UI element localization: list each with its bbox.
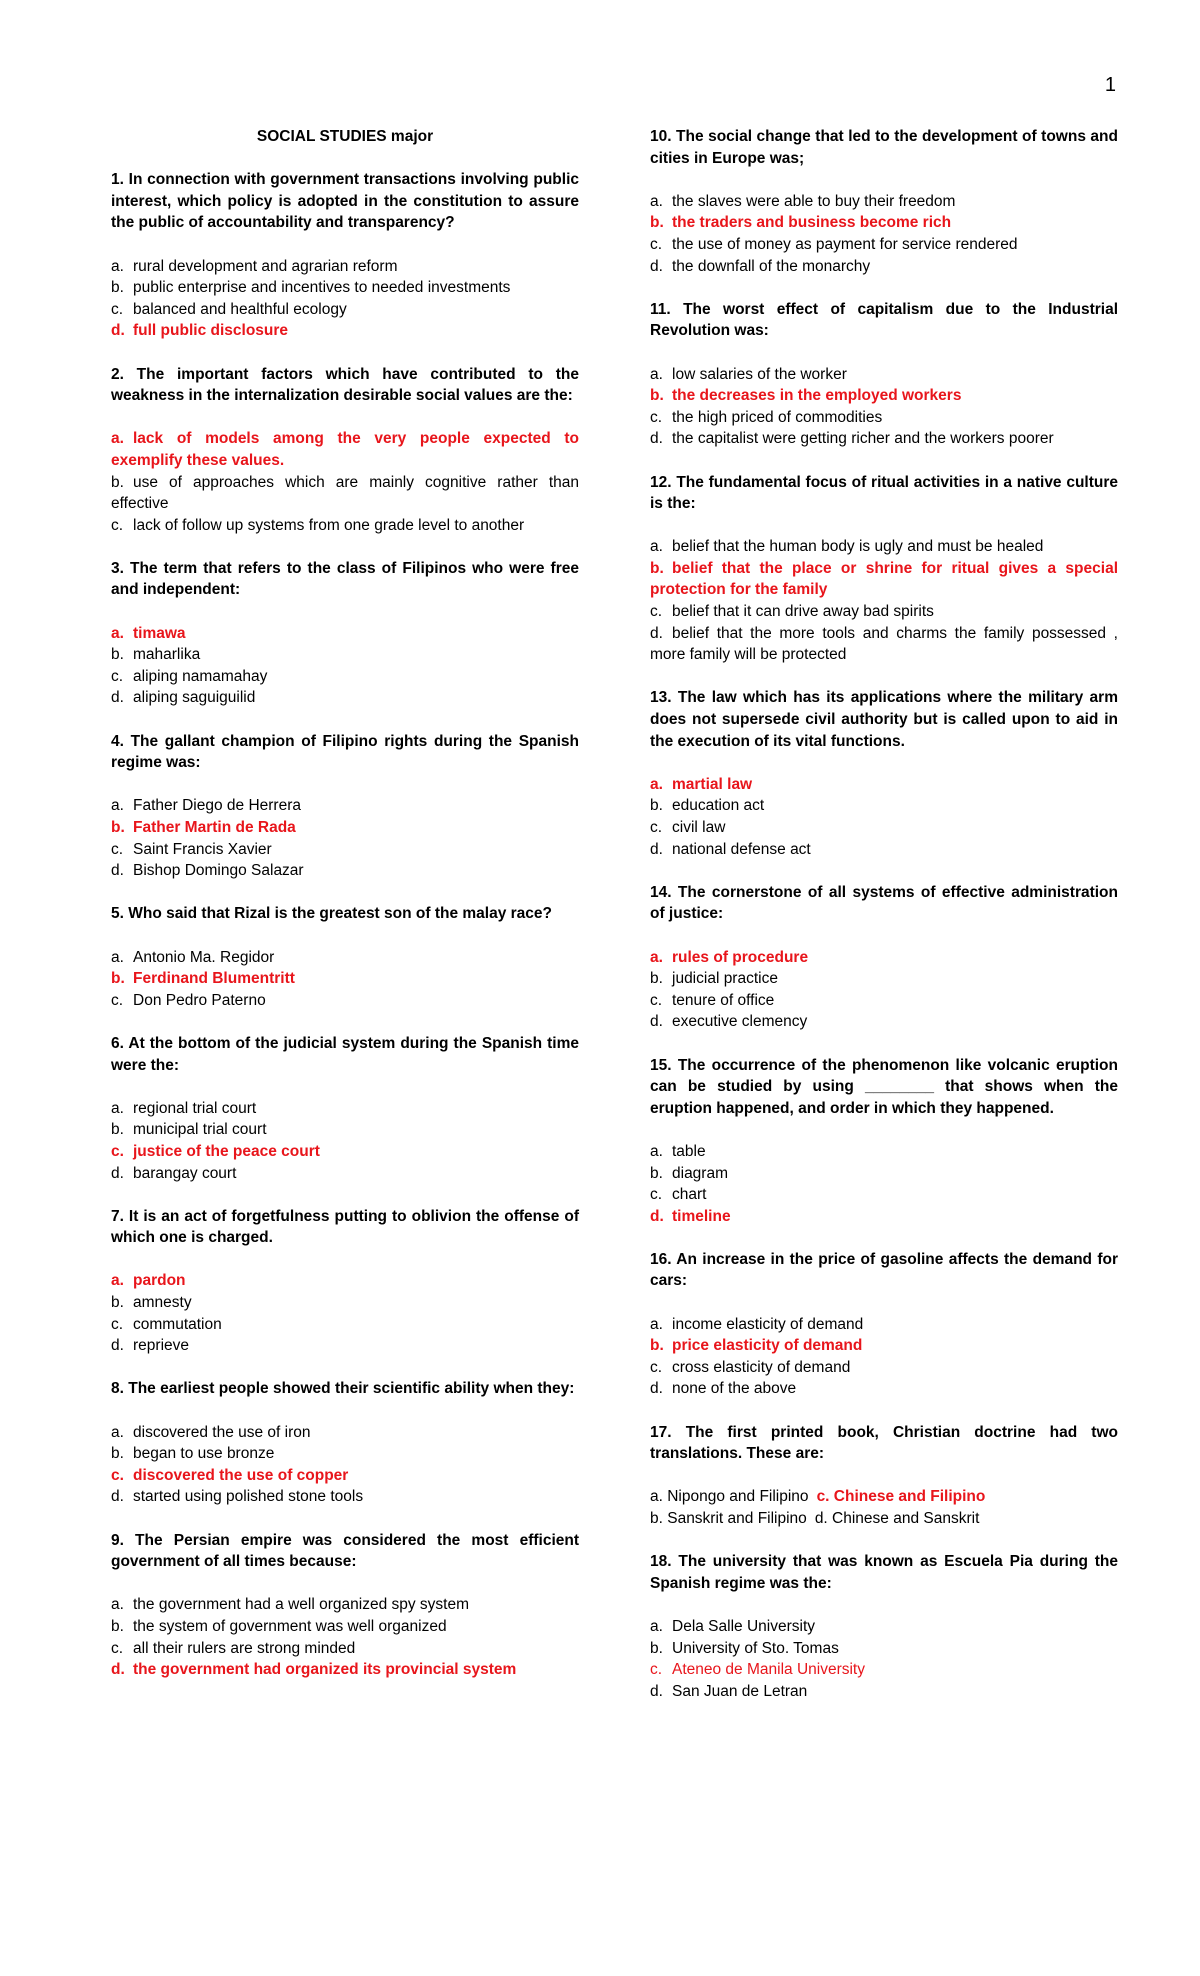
option-text: public enterprise and incentives to needed investments <box>133 279 511 297</box>
option-text: full public disclosure <box>133 322 289 340</box>
option-letter: c. <box>650 991 663 1009</box>
answer-option <box>650 1659 1118 1681</box>
option <box>650 1184 1118 1206</box>
answer-option <box>650 385 1118 407</box>
option-text: discovered the use of iron <box>133 1423 311 1441</box>
option <box>111 1422 579 1444</box>
option-letter: b. <box>111 1445 124 1463</box>
option-letter: a. <box>650 1617 663 1635</box>
option-letter: c. <box>111 1639 124 1657</box>
option <box>650 234 1118 256</box>
option-letter: d. <box>111 1661 125 1679</box>
question-text: 9. The Persian empire was considered the most efficient government of all times because: <box>111 1531 579 1571</box>
option <box>111 947 579 969</box>
option <box>650 1011 1118 1033</box>
option <box>111 990 579 1012</box>
question-text: 10. The social change that led to the development of towns and cities in Europe was; <box>650 128 1118 167</box>
option-letter: a. <box>111 948 124 966</box>
option-text: rules of procedure <box>672 948 809 966</box>
option-letter: b. <box>650 1639 663 1657</box>
option-letter: c. <box>650 603 663 621</box>
option <box>111 1594 579 1616</box>
option-text: aliping saguiguilid <box>133 689 256 707</box>
option-text: Bishop Domingo Salazar <box>133 862 304 880</box>
option <box>111 666 579 688</box>
option-letter: a. <box>111 797 124 815</box>
option <box>650 601 1118 623</box>
question-text: 6. At the bottom of the judicial system during the Spanish time were the: <box>111 1034 579 1074</box>
option-letter: b. <box>650 387 664 405</box>
option-text: table <box>672 1142 706 1160</box>
option-text: price elasticity of demand <box>672 1337 863 1355</box>
option <box>650 407 1118 429</box>
answer-option <box>111 1270 579 1292</box>
question-block <box>111 1206 579 1357</box>
option-letter: c. <box>650 1186 663 1204</box>
option <box>111 1486 579 1508</box>
option-letter: a. <box>650 948 663 966</box>
option <box>111 795 579 817</box>
option-text: Saint Francis Xavier <box>133 840 272 858</box>
option-letter: b. <box>111 1617 124 1635</box>
option <box>111 256 579 278</box>
question-text: 1. In connection with government transactions involving public interest, which policy is adopted in the constitution to assure the public of accountability and transparency? <box>111 171 579 232</box>
option-text: Ateneo de Manila University <box>672 1661 865 1679</box>
option-text: the slaves were able to buy their freedom <box>672 192 956 210</box>
question-17 <box>650 1422 1118 1530</box>
right-column <box>650 126 1118 1724</box>
option <box>111 1314 579 1336</box>
question-block <box>650 126 1118 277</box>
option <box>111 1119 579 1141</box>
answer-option <box>650 774 1118 796</box>
option-letter: a. <box>111 1099 124 1117</box>
option <box>111 1443 579 1465</box>
option <box>650 364 1118 386</box>
option <box>111 472 579 515</box>
option <box>650 428 1118 450</box>
question-block <box>650 687 1118 860</box>
left-question-list <box>111 169 579 1681</box>
option-text: the traders and business become rich <box>672 214 952 232</box>
option <box>111 1638 579 1660</box>
option <box>111 860 579 882</box>
option-text: belief that the human body is ugly and must be healed <box>672 538 1044 556</box>
option-b: b. Sanskrit and Filipino <box>650 1510 807 1527</box>
option <box>111 1292 579 1314</box>
option-text: education act <box>672 797 765 815</box>
option-letter: b. <box>650 1164 663 1182</box>
option-letter: b. <box>111 1121 124 1139</box>
option-letter: c. <box>111 1466 124 1484</box>
option-letter: c. <box>650 819 663 836</box>
option <box>111 839 579 861</box>
question-text: 3. The term that refers to the class of Filipinos who were free and independent: <box>111 559 579 599</box>
question-block <box>111 1033 579 1184</box>
option-letter: d. <box>111 1164 124 1182</box>
option-text: began to use bronze <box>133 1445 275 1463</box>
option <box>650 839 1118 861</box>
option-text: the government had organized its provincial system <box>133 1661 517 1679</box>
option-c-answer: c. Chinese and Filipino <box>816 1488 986 1506</box>
option-letter: b. <box>111 279 124 297</box>
answer-option <box>111 428 579 471</box>
option <box>111 644 579 666</box>
option-text: pardon <box>133 1272 186 1290</box>
option-letter: c. <box>111 991 124 1009</box>
answer-option <box>650 1206 1118 1228</box>
option-letter: b. <box>650 970 663 988</box>
option-letter: c. <box>111 1142 124 1160</box>
option <box>650 1638 1118 1660</box>
answer-option <box>111 320 579 342</box>
question-block <box>111 169 579 342</box>
option-text: belief that the more tools and charms the family possessed , more family will be protected <box>650 624 1118 664</box>
option <box>650 1378 1118 1400</box>
option <box>650 1681 1118 1703</box>
option-text: the high priced of commodities <box>672 408 883 426</box>
option-a: a. Nipongo and Filipino <box>650 1488 809 1506</box>
answer-option <box>111 968 579 990</box>
option-letter: b. <box>111 970 125 988</box>
option <box>111 299 579 321</box>
option <box>650 536 1118 558</box>
option-letter: d. <box>650 1013 663 1031</box>
option-text: the capitalist were getting richer and the workers poorer <box>672 430 1054 448</box>
option-text: income elasticity of demand <box>672 1315 864 1333</box>
option <box>650 990 1118 1012</box>
option-text: Antonio Ma. Regidor <box>133 948 275 966</box>
option-letter: d. <box>111 322 125 340</box>
option-text: Father Diego de Herrera <box>133 797 301 815</box>
option-letter: c. <box>111 1315 124 1333</box>
option-text: rural development and agrarian reform <box>133 257 398 275</box>
option-text: started using polished stone tools <box>133 1488 364 1506</box>
question-18 <box>650 1551 1118 1702</box>
right-question-list <box>650 126 1118 1400</box>
left-column <box>111 126 579 1702</box>
option-text: the use of money as payment for service rendered <box>672 235 1018 253</box>
option-text: timeline <box>672 1207 731 1225</box>
option-text: municipal trial court <box>133 1121 267 1139</box>
option-letter: d. <box>650 430 663 448</box>
option-letter: b. <box>111 473 124 491</box>
option-letter: a. <box>650 538 663 556</box>
option-text: diagram <box>672 1164 728 1182</box>
question-block <box>650 472 1118 666</box>
option-text: San Juan de Letran <box>672 1682 808 1700</box>
option-text: reprieve <box>133 1337 189 1355</box>
option-text: the government had a well organized spy system <box>133 1596 470 1614</box>
option <box>650 817 1118 839</box>
option-text: executive clemency <box>672 1013 808 1031</box>
option-letter: a. <box>650 1142 663 1160</box>
option-text: the decreases in the employed workers <box>672 387 962 405</box>
document-title: SOCIAL STUDIES major <box>256 128 434 145</box>
question-text: 15. The occurrence of the phenomenon like volcanic eruption can be studied by using ________ that shows when the eruption happened, and order in which they happened. <box>650 1056 1118 1117</box>
option <box>111 277 579 299</box>
option <box>111 1098 579 1120</box>
option <box>650 191 1118 213</box>
option-text: judicial practice <box>672 970 778 988</box>
option-text: Father Martin de Rada <box>133 819 296 836</box>
option <box>111 1616 579 1638</box>
option-letter: b. <box>111 819 125 836</box>
option-letter: a. <box>650 1315 663 1333</box>
option-letter: d. <box>111 1488 124 1506</box>
option-row <box>650 1486 1118 1508</box>
option <box>650 1163 1118 1185</box>
question-block <box>111 1378 579 1508</box>
question-text: 5. Who said that Rizal is the greatest son of the malay race? <box>111 905 553 923</box>
option-text: all their rulers are strong minded <box>133 1639 356 1657</box>
option-letter: d. <box>650 1380 663 1398</box>
option-text: justice of the peace court <box>133 1142 320 1160</box>
option-letter: b. <box>650 797 663 815</box>
question-text: 13. The law which has its applications where the military arm does not supersede civil authority but is called upon to aid in the execution of its vital functions. <box>650 689 1118 750</box>
option-text: Dela Salle University <box>672 1617 815 1635</box>
option-letter: a. <box>111 257 124 275</box>
question-text: 18. The university that was known as Escuela Pia during the Spanish regime was the: <box>650 1553 1118 1592</box>
question-text: 4. The gallant champion of Filipino rights during the Spanish regime was: <box>111 732 579 772</box>
option-letter: a. <box>650 365 663 383</box>
option-text: barangay court <box>133 1164 237 1182</box>
answer-option <box>650 1335 1118 1357</box>
question-block <box>111 731 579 882</box>
option <box>650 968 1118 990</box>
answer-option <box>111 1659 579 1681</box>
option-letter: b. <box>650 1337 664 1355</box>
option-letter: a. <box>111 430 124 448</box>
question-block <box>650 299 1118 450</box>
option <box>650 256 1118 278</box>
option-letter: c. <box>111 840 124 858</box>
option <box>111 1335 579 1357</box>
option-text: regional trial court <box>133 1099 257 1117</box>
question-block <box>650 1249 1118 1400</box>
option <box>650 1314 1118 1336</box>
question-block <box>111 364 579 537</box>
option <box>650 1141 1118 1163</box>
option-text: national defense act <box>672 840 811 858</box>
option-text: the downfall of the monarchy <box>672 257 871 275</box>
option <box>650 623 1118 666</box>
option-letter: c. <box>650 1358 663 1376</box>
option-text: belief that it can drive away bad spirits <box>672 603 934 621</box>
option-letter: a. <box>111 1596 124 1614</box>
option-letter: d. <box>111 1337 124 1355</box>
answer-option <box>650 558 1118 601</box>
option-letter: b. <box>650 559 664 577</box>
option-letter: d. <box>111 689 124 707</box>
option-d: d. Chinese and Sanskrit <box>814 1510 980 1527</box>
option <box>111 687 579 709</box>
question-text: 12. The fundamental focus of ritual activities in a native culture is the: <box>650 473 1118 513</box>
option <box>650 1357 1118 1379</box>
option-letter: d. <box>650 1207 664 1225</box>
option-letter: d. <box>650 1682 663 1700</box>
option-text: use of approaches which are mainly cognitive rather than effective <box>111 473 579 513</box>
question-block <box>111 1530 579 1681</box>
option <box>111 515 579 537</box>
question-text: 17. The first printed book, Christian doctrine had two translations. These are: <box>650 1423 1118 1463</box>
answer-option <box>111 1465 579 1487</box>
option-text: belief that the place or shrine for ritual gives a special protection for the family <box>650 559 1118 599</box>
option-text: none of the above <box>672 1380 797 1398</box>
answer-option <box>111 817 579 839</box>
option-letter: d. <box>650 257 663 275</box>
option-list <box>650 1616 1118 1702</box>
option-text: the system of government was well organized <box>133 1617 447 1635</box>
answer-option <box>650 947 1118 969</box>
option-letter: a. <box>650 775 663 793</box>
option-text: University of Sto. Tomas <box>672 1639 839 1657</box>
option-letter: a. <box>111 624 124 642</box>
option-letter: a. <box>111 1423 124 1441</box>
question-block <box>650 882 1118 1033</box>
question-text: 16. An increase in the price of gasoline affects the demand for cars: <box>650 1250 1118 1290</box>
option-letter: d. <box>111 862 124 880</box>
option-text: Don Pedro Paterno <box>133 991 266 1009</box>
option-letter: d. <box>650 624 663 642</box>
answer-option <box>650 212 1118 234</box>
option-letter: c. <box>111 667 124 685</box>
option-text: lack of follow up systems from one grade level to another <box>133 516 525 534</box>
question-text: 8. The earliest people showed their scientific ability when they: <box>111 1380 575 1398</box>
question-text: 7. It is an act of forgetfulness putting to oblivion the offense of which one is charged. <box>111 1207 579 1247</box>
option-text: lack of models among the very people expected to exemplify these values. <box>111 430 579 469</box>
option-text: low salaries of the worker <box>672 365 847 383</box>
question-text: 2. The important factors which have contributed to the weakness in the internalization desirable social values are the: <box>111 365 579 405</box>
question-block <box>650 1055 1118 1228</box>
option-text: amnesty <box>133 1294 192 1312</box>
option-text: discovered the use of copper <box>133 1466 349 1484</box>
option-text: civil law <box>672 819 726 836</box>
page-number: 1 <box>1104 74 1116 96</box>
option-text: maharlika <box>133 646 201 664</box>
option-letter: a. <box>111 1272 124 1290</box>
option-letter: c. <box>111 300 124 318</box>
option <box>650 795 1118 817</box>
question-text: 14. The cornerstone of all systems of effective administration of justice: <box>650 883 1118 923</box>
option <box>111 1163 579 1185</box>
answer-option <box>111 1141 579 1163</box>
option-letter: b. <box>650 214 664 232</box>
option-text: commutation <box>133 1315 222 1333</box>
answer-option <box>111 623 579 645</box>
option-letter: b. <box>111 646 124 664</box>
question-text: 11. The worst effect of capitalism due to the Industrial Revolution was: <box>650 300 1118 340</box>
option-row <box>650 1508 1118 1530</box>
question-block <box>111 903 579 1011</box>
option-text: martial law <box>672 775 753 793</box>
question-block <box>111 558 579 709</box>
option-text: chart <box>672 1186 707 1204</box>
option-letter: d. <box>650 840 663 858</box>
option-letter: a. <box>650 192 663 210</box>
option-text: cross elasticity of demand <box>672 1358 851 1376</box>
option-text: balanced and healthful ecology <box>133 300 347 318</box>
option-letter: c. <box>650 408 663 426</box>
option-letter: c. <box>650 235 663 253</box>
option-letter: c. <box>650 1661 663 1679</box>
option-letter: c. <box>111 516 124 534</box>
option-letter: b. <box>111 1294 124 1312</box>
option <box>650 1616 1118 1638</box>
option-text: aliping namamahay <box>133 667 268 685</box>
option-text: timawa <box>133 624 186 642</box>
option-text: Ferdinand Blumentritt <box>133 970 295 988</box>
option-text: tenure of office <box>672 991 775 1009</box>
